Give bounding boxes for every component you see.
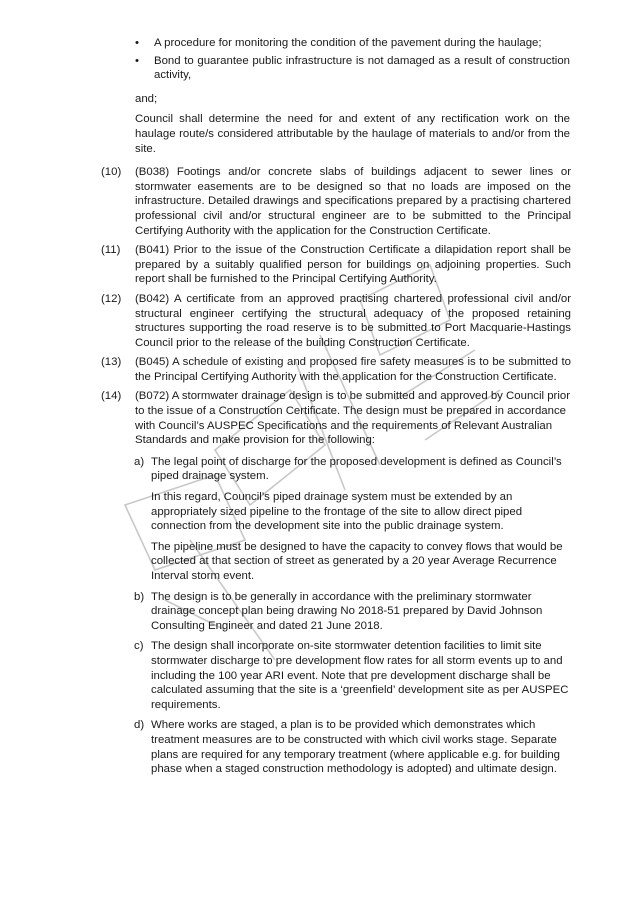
condition-text: (B041) Prior to the issue of the Construction Certificate a dilapidation report shall be prepared by a suitably qualified person for buildings on adjoining properties. Such report shall be furnished to the Principal Certifying Authority. <box>135 244 571 286</box>
condition-text: (B038) Footings and/or concrete slabs of buildings adjacent to sewer lines or stormwater easements are to be designed so that no loads are imposed on the infrastructure. Detailed drawings and specifications prepared by a practising chartered professional civil and/or structural engineer are to be submitted to the Principal Certifying Authority with the application for the Construction Certificate. <box>135 166 571 237</box>
condition-text: (B042) A certificate from an approved practising chartered professional civil and/or structural engineer certifying the structural adequacy of the proposed retaining structures supporting the road reserve is to be submitted to Port Macquarie-Hastings Council prior to the release of the building Construction Certificate. <box>135 292 571 349</box>
and-text: and; <box>135 92 158 105</box>
condition-11 <box>0 243 625 287</box>
subitem-paragraph: In this regard, Council’s piped drainage system must be extended by an appropriately sized pipeline to the frontage of the site to allow direct piped connection from the development site into the public drainage system. <box>151 491 523 533</box>
condition-number: (11) <box>101 244 121 257</box>
subitem-b <box>0 590 625 634</box>
subitem-paragraph: The pipeline must be designed to have the capacity to convey flows that would be collected at that section of street as generated by a 20 year Average Recurrence Interval storm event. <box>151 540 563 582</box>
subitem-text: The legal point of discharge for the proposed development is defined as Council’s piped drainage system. <box>151 455 562 483</box>
subitem-c <box>0 639 625 712</box>
condition-number: (13) <box>101 356 122 369</box>
bullet-text: Bond to guarantee public infrastructure is not damaged as a result of construction activity, <box>154 54 570 82</box>
subitem-text: Where works are staged, a plan is to be provided which demonstrates which treatment measures are to be constructed with which civil works stage. Separate plans are required for any temporary treatment (where applicable e.g. for building phase when a staged construction methodology is adopted) and ultimate design. <box>151 719 561 776</box>
subitem-text: The design is to be generally in accordance with the preliminary stormwater drainage concept plan being drawing No 2018-51 prepared by David Johnson Consulting Engineer and dated 21 June 2018. <box>151 590 543 632</box>
bullet-icon: • <box>135 54 139 67</box>
condition-13 <box>0 355 625 384</box>
condition-text: (B045) A schedule of existing and proposed fire safety measures is to be submitted to the Principal Certifying Authority with the application for the Construction Certificate. <box>135 356 571 383</box>
subitem-a <box>0 455 625 584</box>
bullet-item <box>135 54 570 83</box>
condition-12 <box>0 292 625 350</box>
condition-10 <box>0 165 625 238</box>
bullet-item <box>135 36 570 51</box>
subitem-text: The design shall incorporate on-site stormwater detention facilities to limit site stormwater discharge to pre development flow rates for all storm events up to and including the 100 year ARI event. Note that pre development discharge shall be calculated assuming that the site is a ‘greenfield’ development site as per AUSPEC requirements. <box>151 640 569 711</box>
subitem-letter: c) <box>134 640 144 653</box>
document-body <box>0 36 625 782</box>
subitem-letter: a) <box>134 455 145 468</box>
condition-text: (B072) A stormwater drainage design is to be submitted and approved by Council prior to the issue of a Construction Certificate. The design must be prepared in accordance with Council’s AUSPEC Specifications and the requirements of Relevant Australian Standards and make provision for the following: <box>135 390 570 447</box>
subitem-letter: d) <box>134 719 145 732</box>
subitem-letter: b) <box>134 590 145 603</box>
bullet-icon: • <box>135 37 139 49</box>
condition-number: (14) <box>101 390 122 403</box>
condition-14 <box>0 389 625 776</box>
council-paragraph: Council shall determine the need for and extent of any rectification work on the haulage route/s considered attributable by the haulage of materials to and/or from the site. <box>135 113 570 155</box>
condition-number: (10) <box>101 166 122 179</box>
subitem-d <box>0 718 625 776</box>
condition-number: (12) <box>101 292 122 305</box>
bullet-text: A procedure for monitoring the condition of the pavement during the haulage; <box>154 37 542 49</box>
